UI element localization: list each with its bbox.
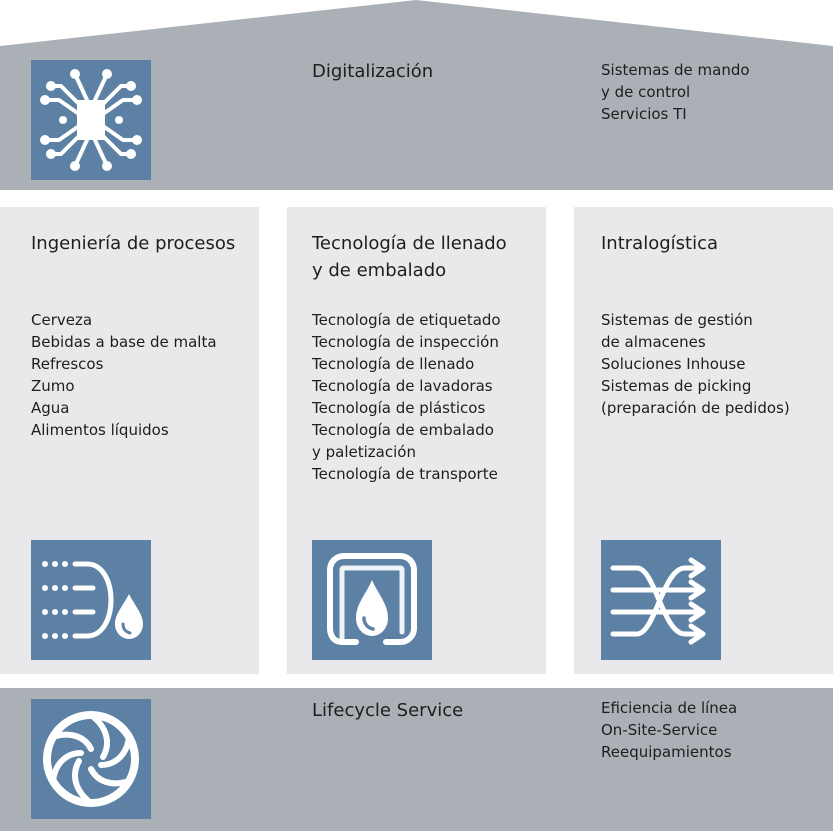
pillar-title: Ingeniería de procesos <box>31 233 236 254</box>
list-item: Tecnología de transporte <box>312 465 498 483</box>
lifecycle-aperture-icon <box>31 699 151 819</box>
pillar-list <box>312 309 501 485</box>
list-item: Alimentos líquidos <box>31 421 169 439</box>
container-drop-icon <box>312 540 432 660</box>
roof-title: Digitalización <box>312 61 434 82</box>
list-item: Eficiencia de línea <box>601 699 738 717</box>
circuit-chip-icon <box>31 60 151 180</box>
pillar-list <box>601 309 790 419</box>
list-item: Tecnología de embalado y paletización <box>312 421 494 461</box>
water-drop-process-icon <box>31 540 151 660</box>
list-item: Cerveza <box>31 311 93 329</box>
base-list <box>601 697 737 763</box>
list-item: Sistemas de gestión de almacenes <box>601 311 753 351</box>
roof-list <box>601 59 750 125</box>
list-item: Agua <box>31 399 70 417</box>
list-item: Zumo <box>31 377 75 395</box>
base-title: Lifecycle Service <box>312 700 464 721</box>
list-item: Refrescos <box>31 355 104 373</box>
list-item: Reequipamientos <box>601 743 732 761</box>
pillar-title: Intralogística <box>601 233 719 254</box>
pillar-list <box>31 309 217 441</box>
list-item: Soluciones Inhouse <box>601 355 746 373</box>
list-item: Sistemas de mando y de control <box>601 61 750 101</box>
list-item: Tecnología de llenado <box>312 355 475 373</box>
list-item: Tecnología de inspección <box>312 333 499 351</box>
list-item: Servicios TI <box>601 105 687 123</box>
list-item: Tecnología de lavadoras <box>312 377 493 395</box>
list-item: Tecnología de etiquetado <box>312 311 501 329</box>
list-item: On-Site-Service <box>601 721 718 739</box>
shuffle-arrows-icon <box>601 540 721 660</box>
pillar-title: Tecnología de llenado y de embalado <box>312 233 507 281</box>
list-item: Sistemas de picking (preparación de pedidos) <box>601 377 790 417</box>
list-item: Tecnología de plásticos <box>312 399 486 417</box>
list-item: Bebidas a base de malta <box>31 333 217 351</box>
